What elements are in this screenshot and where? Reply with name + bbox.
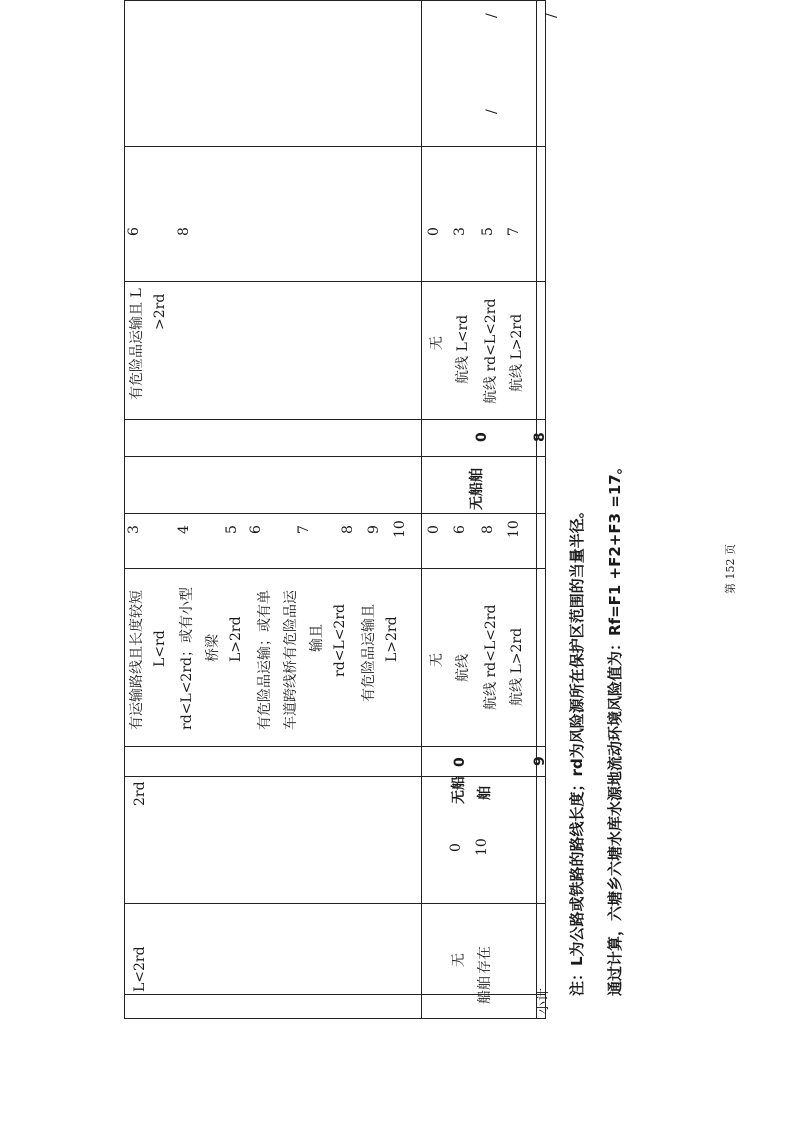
sub-cell: 航线 rd<L<2rd [483,298,499,404]
grid-line [124,513,545,514]
score-cell: 4 [176,525,192,534]
score-cell: 5 [224,525,240,534]
grid-line [124,419,545,420]
score-cell: 8 [176,227,192,236]
score-cell: 8 [340,525,356,534]
sub-cell: 无 [429,653,445,667]
score-cell: 3 [452,227,468,236]
subtotal-value: 9 [532,756,548,766]
cond-cell: rd<L<2rd [332,604,348,677]
cond-cell: rd<L<2rd；或有小型 [179,587,195,730]
cond-cell: >2rd [152,293,168,330]
status-cell: 无船 [451,776,467,804]
option-cell: 无 [451,953,467,967]
cond-cell: 车道跨线桥有危险品运 [283,590,299,730]
score-cell: 10 [506,520,522,538]
grid-line [536,0,537,1019]
score-cell: 0 [426,525,442,534]
subtotal-label: 小计 [536,987,551,1014]
score-cell: 6 [126,227,142,236]
value-cell: 10 [474,838,490,856]
score-cell: 5 [480,227,496,236]
grid-line [545,0,546,1019]
score-cell: 10 [392,520,408,538]
sub-cell: 航线 L>2rd [509,627,525,706]
score-cell: 6 [248,525,264,534]
value-cell: 0 [448,843,464,852]
sub-cell: 航线 [455,654,471,682]
grid-line [124,568,545,569]
cond-cell: L>2rd [384,616,400,662]
option-cell: 存在 [477,946,493,974]
cond-cell: 输且 [309,624,325,652]
score-cell: 0 [426,227,442,236]
cond-cell: L<2rd [132,946,148,992]
grid-line [124,281,545,282]
sub-cell: 航线 L<rd [455,314,471,384]
cond-cell: 有危险品运输；或有单 [257,590,273,730]
slash-mark: / [484,13,500,18]
score-cell: 7 [296,525,312,534]
slash-mark: / [544,13,560,18]
sub-cell: 无 [429,336,445,350]
grid-line [124,0,125,1019]
score-cell: 3 [126,525,142,534]
subtotal-value: 8 [532,432,548,442]
score-cell: 7 [506,227,522,236]
grid-line [124,0,545,1]
page-number: 第 152 页 [724,544,737,594]
cond-cell: 有运输路线且长度较短 [129,590,145,730]
grid-line [124,146,545,147]
grid-line [124,746,545,747]
sub-cell: 航线 L>2rd [509,313,525,392]
cond-cell: 有危险品运输且 [361,604,377,702]
cond-cell: 有危险品运输且 L [129,288,145,400]
ship-label: 船舶 [477,976,493,1004]
slash-mark: / [484,109,500,114]
grid-line [124,1018,545,1019]
grid-line [124,903,545,904]
score-cell: 0 [474,432,490,442]
score-cell: 0 [452,757,468,767]
note-text: 注：L为公路或铁路的路线长度；rd为风险源所在保护区范围的当量半径。 [568,503,586,996]
status-cell: 无船舶 [469,468,485,510]
score-cell: 8 [480,525,496,534]
grid-line [124,776,545,777]
score-cell: 9 [366,525,382,534]
cond-cell: L<rd [152,630,168,667]
score-cell: 6 [452,525,468,534]
cond-cell: L>2rd [228,616,244,662]
note-text: 通过计算，六塘乡六塘水库水源地流动环境风险值为：Rf=F1 +F2+F3 =17。 [606,459,624,996]
grid-line [124,456,545,457]
grid-line [421,0,422,1019]
sub-cell: 航线 rd<L<2rd [483,604,499,710]
cond-cell: 桥梁 [205,634,221,662]
status-cell: 舶 [477,786,493,800]
value-cell: 2rd [132,781,148,806]
